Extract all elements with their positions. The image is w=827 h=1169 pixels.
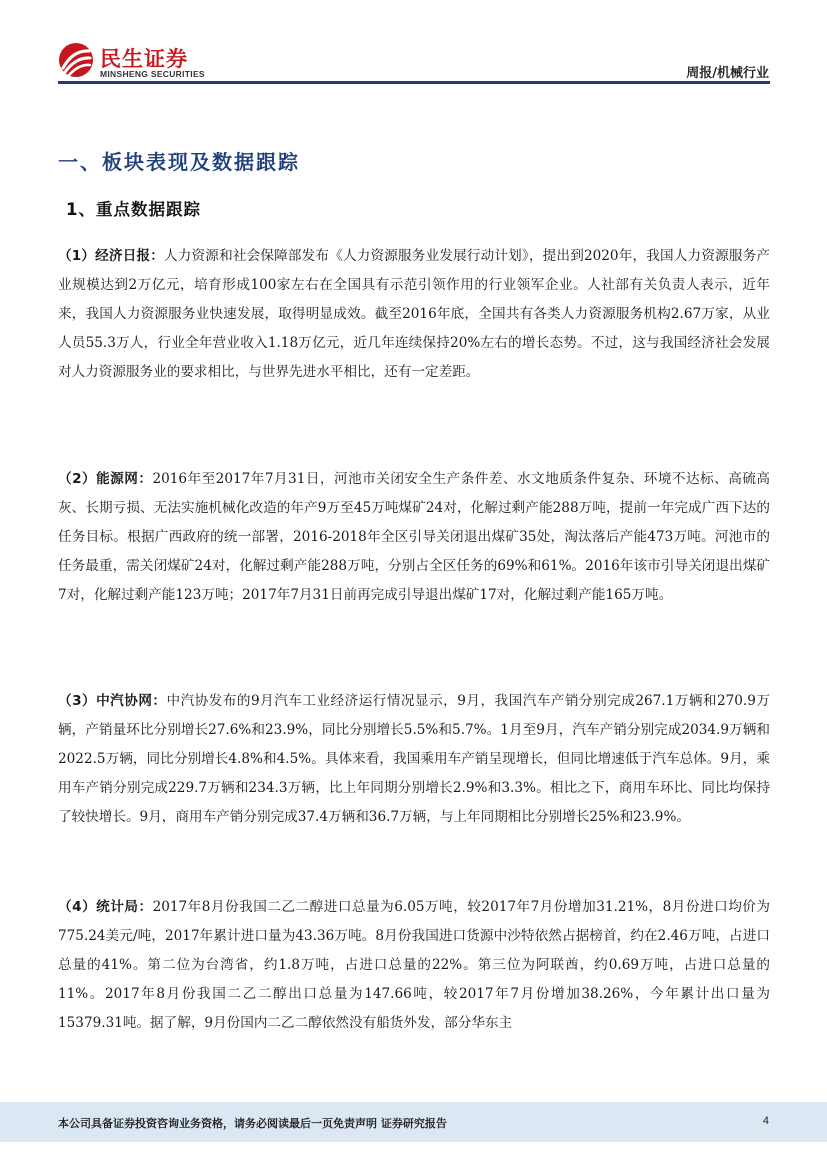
page-header xyxy=(0,0,827,90)
logo-chinese-name: 民生证券 xyxy=(100,47,188,71)
minsheng-logo xyxy=(58,42,208,82)
page-number: 4 xyxy=(762,1115,769,1127)
section-subtitle: 1、重点数据跟踪 xyxy=(66,200,201,219)
footer-disclaimer: 本公司具备证券投资咨询业务资格，请务必阅读最后一页免责声明 证券研究报告 xyxy=(58,1117,447,1130)
paragraph-source-tag: （1）经济日报： xyxy=(58,248,164,264)
news-paragraph-1 xyxy=(58,242,770,387)
header-divider xyxy=(58,81,770,84)
news-paragraph-3 xyxy=(58,687,770,832)
paragraph-source-tag: （2）能源网： xyxy=(58,471,153,487)
news-paragraph-4 xyxy=(58,893,770,1038)
section-title: 一、板块表现及数据跟踪 xyxy=(58,150,300,174)
logo-english-name: MINSHENG SECURITIES xyxy=(100,69,205,79)
paragraph-body: 中汽协发布的9月汽车工业经济运行情况显示，9月，我国汽车产销分别完成267.1万辆和270.9万辆，产销量环比分别增长27.6%和23.9%，同比分别增长5.5%和5.7%。1月至9月，汽车产销分别完成2034.9万辆和2022.5万辆，同比分别增长4.8%和4.5%。具体来看，我国乘用车产销呈现增长，但同比增速低于汽车总体。9月，乘用车产销分别完成229.7万辆和234.3万辆，比上年同期分别增长2.9%和3.3%。相比之下，商用车环比、同比均保持了较快增长。9月，商用车产销分别完成37.4万辆和36.7万辆，与上年同期相比分别增长25%和23.9%。 xyxy=(58,693,770,825)
minsheng-logo-icon xyxy=(58,42,94,78)
paragraph-body: 2016年至2017年7月31日，河池市关闭安全生产条件差、水文地质条件复杂、环境不达标、高硫高灰、长期亏损、无法实施机械化改造的年产9万至45万吨煤矿24对，化解过剩产能288万吨，提前一年完成广西下达的任务目标。根据广西政府的统一部署，2016-2018年全区引导关闭退出煤矿35处，淘汰落后产能473万吨。河池市的任务最重，需关闭煤矿24对，化解过剩产能288万吨，分别占全区任务的69%和61%。2016年该市引导关闭退出煤矿7对，化解过剩产能123万吨；2017年7月31日前再完成引导退出煤矿17对，化解过剩产能165万吨。 xyxy=(58,471,770,603)
paragraph-body: 2017年8月份我国二乙二醇进口总量为6.05万吨，较2017年7月份增加31.21%，8月份进口均价为775.24美元/吨，2017年累计进口量为43.36万吨。8月份我国进口货源中沙特依然占据榜首，约在2.46万吨，占进口总量的41%。第二位为台湾省，约1.8万吨，占进口总量的22%。第三位为阿联酋，约0.69万吨，占进口总量的11%。2017年8月份我国二乙二醇出口总量为147.66吨，较2017年7月份增加38.26%，今年累计出口量为15379.31吨。据了解，9月份国内二乙二醇依然没有船货外发，部分华东主 xyxy=(58,899,770,1031)
paragraph-body: 人力资源和社会保障部发布《人力资源服务业发展行动计划》，提出到2020年，我国人力资源服务产业规模达到2万亿元，培育形成100家左右在全国具有示范引领作用的行业领军企业。人社部有关负责人表示，近年来，我国人力资源服务业快速发展，取得明显成效。截至2016年底，全国共有各类人力资源服务机构2.67万家，从业人员55.3万人，行业全年营业收入1.18万亿元，近几年连续保持20%左右的增长态势。不过，这与我国经济社会发展对人力资源服务业的要求相比，与世界先进水平相比，还有一定差距。 xyxy=(58,248,770,380)
paragraph-source-tag: （4）统计局： xyxy=(58,899,153,915)
report-type-label: 周报/机械行业 xyxy=(686,66,769,81)
news-paragraph-2 xyxy=(58,465,770,610)
paragraph-source-tag: （3）中汽协网： xyxy=(58,693,167,709)
page-footer xyxy=(0,1102,827,1142)
